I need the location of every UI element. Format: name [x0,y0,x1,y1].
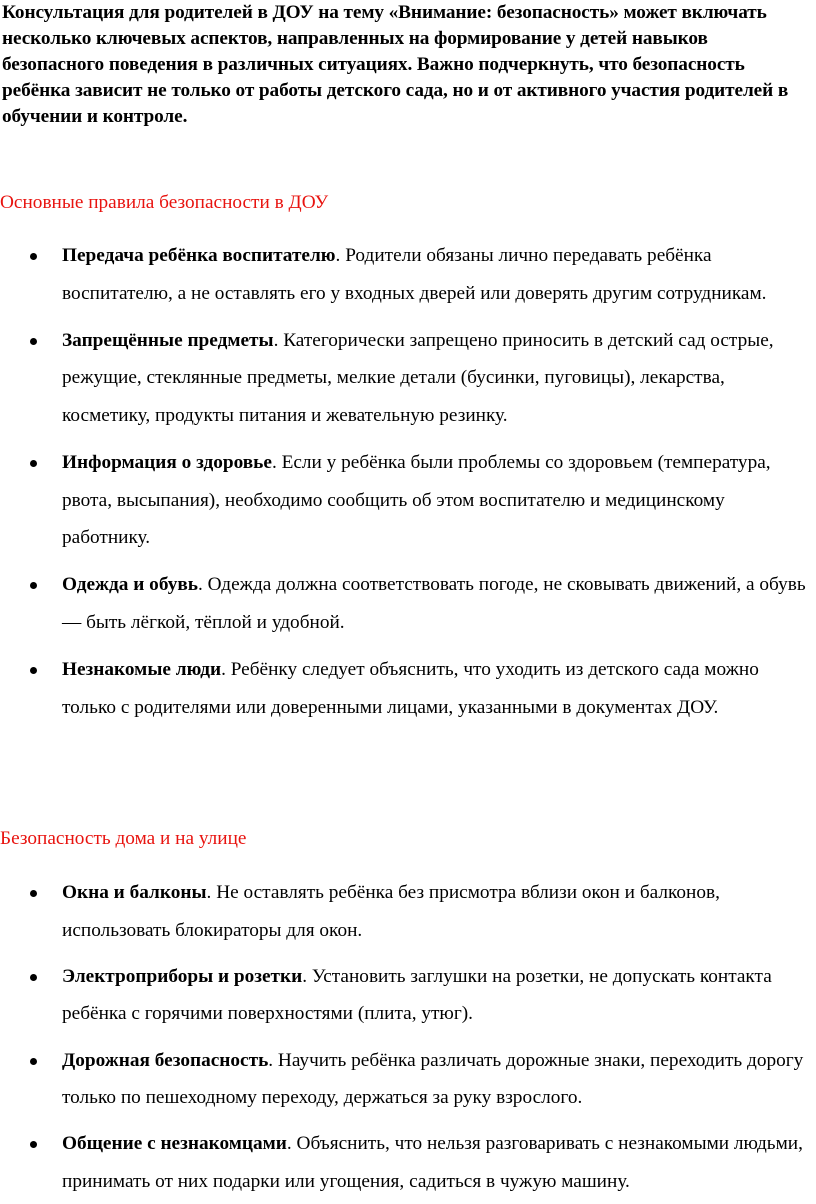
list-item-text: . Не оставлять ребёнка без присмотра вблизи окон и балконов, использовать блокираторы для окон. [62,882,720,941]
list-item [0,1042,816,1117]
bullet-icon [30,582,37,589]
bullet-icon [30,1058,37,1065]
list-item-text: . Если у ребёнка были проблемы со здоровьем (температура, рвота, высыпания), необходимо сообщить об этом воспитателю и медицинскому работнику. [62,452,771,549]
dou-rules-list [0,237,816,736]
list-item-text: . Родители обязаны лично передавать ребёнка воспитателю, а не оставлять его у входных дверей или доверять другим сотрудникам. [62,245,767,304]
list-item-title: Информация о здоровье [62,452,272,474]
list-item-title: Передача ребёнка воспитателю [62,245,336,266]
list-item-text: . Объяснить, что нельзя разговаривать с незнакомыми людьми, принимать от них подарки или угощения, садиться в чужую машину. [62,1133,803,1192]
list-item-title: Электроприборы и розетки [62,965,303,987]
list-item [0,444,816,557]
list-item-text: . Научить ребёнка различать дорожные знаки, переходить дорогу только по пешеходному переходу, держаться за руку взрослого. [62,1049,804,1109]
bullet-icon [30,890,37,897]
bullet-icon [30,253,37,260]
bullet-icon [30,1141,37,1148]
intro-paragraph: Консультация для родителей в ДОУ на тему «Внимание: безопасность» может включать несколько ключевых аспектов, направленных на формирование у детей навыков безопасного поведения в различных ситуациях. Важно подчеркнуть, что безопасность ребёнка зависит не только от работы детского сада, но и от активного участия родителей в обучении и контроле. [2,2,789,127]
list-item-title: Запрещённые предметы [62,329,274,351]
list-item-title: Общение с незнакомцами [62,1133,287,1155]
list-item [0,651,816,726]
bullet-icon [30,338,37,345]
list-item [0,874,816,949]
bullet-icon [30,460,37,467]
bullet-icon [30,667,37,674]
list-item-title: Окна и балконы [62,882,207,903]
list-item-text: . Установить заглушки на розетки, не допускать контакта ребёнка с горячими поверхностями (плита, утюг). [62,965,772,1025]
list-item [0,237,816,312]
list-item-title: Одежда и обувь [62,574,198,596]
section-heading-dou-rules: Основные правила безопасности в ДОУ [0,192,329,213]
bullet-icon [30,974,37,981]
list-item-text: . Категорически запрещено приносить в детский сад острые, режущие, стеклянные предметы, мелкие детали (бусинки, пуговицы), лекарства, косметику, продукты питания и жевательную резинку. [62,329,774,426]
list-item [0,322,816,435]
list-item-title: Дорожная безопасность [62,1049,269,1071]
home-street-list [0,874,816,1204]
list-item-text: . Одежда должна соответствовать погоде, не сковывать движений, а обувь — быть лёгкой, тёплой и удобной. [62,574,806,633]
list-item [0,1125,816,1200]
list-item-title: Незнакомые люди [62,659,222,681]
list-item [0,566,816,641]
list-item [0,958,816,1033]
section-heading-home-street: Безопасность дома и на улице [0,828,247,849]
list-item-text: . Ребёнку следует объяснить, что уходить из детского сада можно только с родителями или доверенными лицами, указанными в документах ДОУ. [62,659,759,718]
